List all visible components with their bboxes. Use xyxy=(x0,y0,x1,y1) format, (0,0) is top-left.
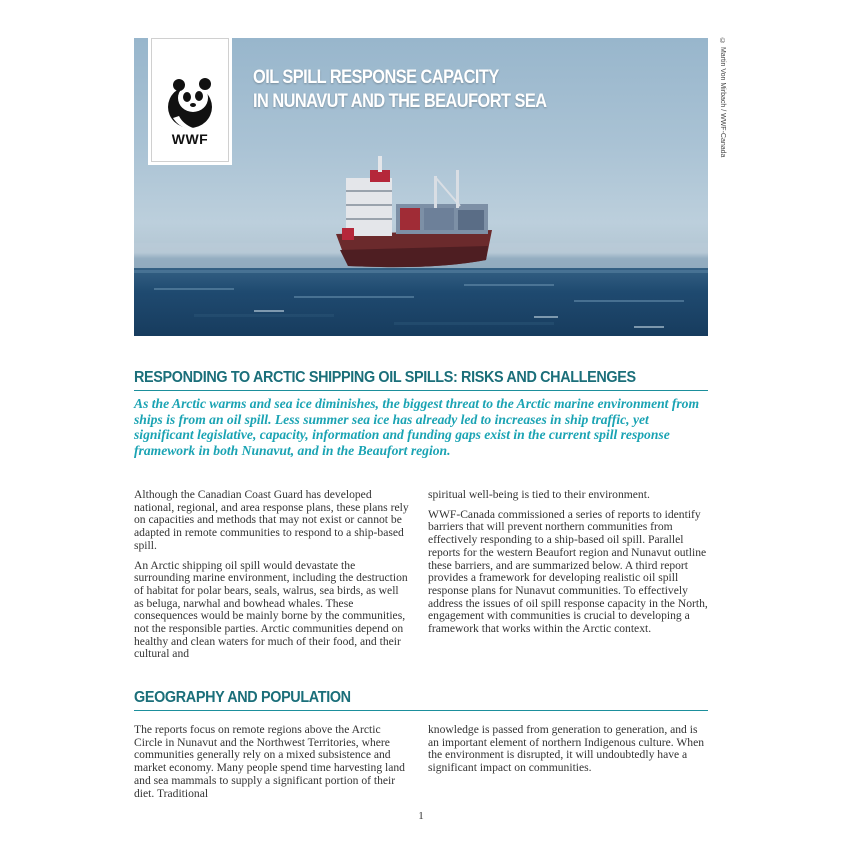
report-title xyxy=(253,66,614,114)
section1-right-column xyxy=(428,489,710,643)
paragraph: The reports focus on remote regions above the Arctic Circle in Nunavut and the Northwest Territories, where communities generally rely on a mixed subsistence and market economy. Many people spend time harvesting land and sea mammals to supply a significant portion of their diet. Traditional xyxy=(134,723,405,800)
hero-photo xyxy=(134,38,708,336)
section1-left-column xyxy=(134,489,410,668)
paragraph: Although the Canadian Coast Guard has developed national, regional, and area response plans, these plans rely on capacities and methods that may not exist or cannot be adapted in remote communities to respond to a ship-based spill. xyxy=(134,488,409,552)
section2-right-column xyxy=(428,724,710,782)
page-number: 1 xyxy=(418,810,424,822)
section-heading-risks xyxy=(134,368,708,391)
section2-left-column xyxy=(134,724,410,807)
paragraph: spiritual well-being is tied to their environment. xyxy=(428,488,650,501)
section-heading-geography xyxy=(134,688,708,711)
section-heading-geography-text: GEOGRAPHY AND POPULATION xyxy=(134,689,351,706)
panda-icon xyxy=(163,74,217,130)
paragraph: An Arctic shipping oil spill would devastate the surrounding marine environment, including the destruction of habitat for polar bears, seals, walrus, sea birds, as well as beluga, narwhal and bowhead whales. These consequences would be mainly borne by the communities, not the responsible parties. Arctic communities depend on healthy and clean waters for much of their food, and their cultural and xyxy=(134,558,408,661)
wwf-wordmark: WWF xyxy=(171,131,209,147)
lede-paragraph: As the Arctic warms and sea ice diminishes, the biggest threat to the Arctic marine environment from ships is from an oil spill. Less summer sea ice has already led to increases in ship traffic, yet significant legislative, capacity, information and funding gaps exist in the current spill response framework in both Nunavut, and in the Beaufort region. xyxy=(134,396,700,458)
paragraph: WWF-Canada commissioned a series of reports to identify barriers that will prevent northern communities from effectively responding to a ship-based oil spill. Parallel reports for the western Beaufort region and Nunavut outline these barriers, and are summarized below. A third report provides a framework for developing realistic oil spill response plans for Nunavut communities. To effectively address the issues of oil spill response capacity in the North, engagement with communities is crucial to developing a framework that works within the Arctic context. xyxy=(428,507,708,636)
section-heading-risks-text: RESPONDING TO ARCTIC SHIPPING OIL SPILLS: RISKS AND CHALLENGES xyxy=(134,369,636,386)
photo-credit: © Martin Von Mirbach / WWF-Canada xyxy=(719,38,726,158)
report-title-line1: OIL SPILL RESPONSE CAPACITY xyxy=(253,67,499,88)
wwf-logo xyxy=(151,38,229,162)
report-title-line2: IN NUNAVUT AND THE BEAUFORT SEA xyxy=(253,91,547,112)
paragraph: knowledge is passed from generation to generation, and is an important element of northern Indigenous culture. When the environment is disrupted, it will undoubtedly have a significant impact on communities. xyxy=(428,723,705,775)
ship-illustration xyxy=(336,156,492,267)
